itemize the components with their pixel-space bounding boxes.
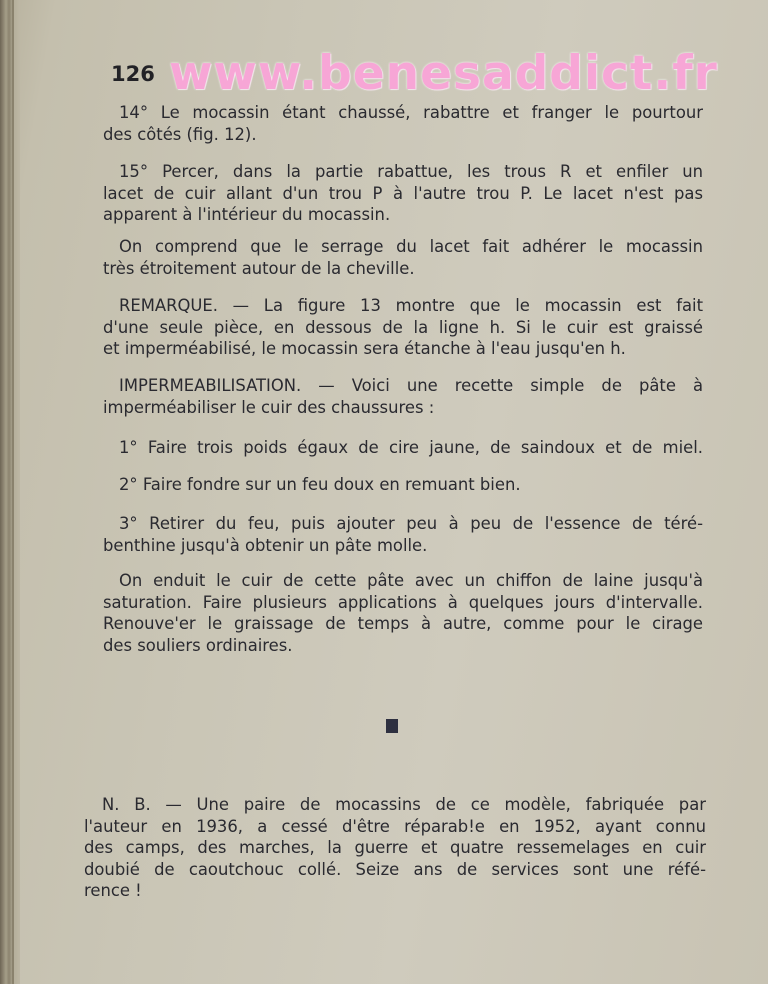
text-line: rence ! [84, 881, 142, 901]
text-line: Renouve'er le graissage de temps à autre, comme pour le cirage [103, 614, 703, 634]
text-line: lacet de cuir allant d'un trou P à l'autre trou P. Le lacet n'est pas [103, 183, 703, 203]
text-line: 3° Retirer du feu, puis ajouter peu à peu de l'essence de téré- [119, 514, 703, 533]
text-line: saturation. Faire plusieurs applications à quelques jours d'intervalle. [103, 592, 703, 612]
text-line: apparent à l'intérieur du mocassin. [103, 205, 391, 225]
paragraph-nb [84, 794, 706, 902]
recipe-step-2 [103, 474, 703, 496]
text-line: N. B. — Une paire de mocassins de ce modèle, fabriquée par [102, 795, 706, 814]
text-line: benthine jusqu'à obtenir un pâte molle. [103, 535, 428, 555]
text-line: des camps, des marches, la guerre et quatre ressemelages en cuir [84, 838, 706, 858]
text-line: et imperméabilisé, le mocassin sera étanche à l'eau jusqu'en h. [103, 339, 626, 359]
watermark: www.benesaddict.fr [169, 46, 718, 101]
text-line: d'une seule pièce, en dessous de la ligne h. Si le cuir est graissé [103, 317, 703, 337]
text-line: très étroitement autour de la cheville. [103, 258, 415, 278]
page-number: 126 [111, 62, 155, 86]
text-line: REMARQUE. — La figure 13 montre que le mocassin est fait [119, 296, 703, 315]
paragraph-step-15 [103, 161, 703, 226]
text-line: 15° Percer, dans la partie rabattue, les trous R et enfiler un [119, 162, 703, 181]
text-line: doubié de caoutchouc collé. Seize ans de services sont une réfé- [84, 859, 706, 879]
text-line: On enduit le cuir de cette pâte avec un chiffon de laine jusqu'à [119, 571, 703, 590]
text-line: 2° Faire fondre sur un feu doux en remuant bien. [119, 475, 521, 494]
text-line: des côtés (fig. 12). [103, 124, 257, 144]
page-header [107, 46, 727, 102]
paragraph-serrage [103, 236, 703, 279]
recipe-step-1 [103, 437, 703, 459]
text-line: On comprend que le serrage du lacet fait adhérer le mocassin [119, 237, 703, 256]
paragraph-impermeabilisation [103, 375, 703, 418]
text-line: 14° Le mocassin étant chaussé, rabattre et franger le pourtour [119, 103, 703, 122]
paragraph-remarque [103, 295, 703, 360]
text-line: l'auteur en 1936, a cessé d'être réparab!e en 1952, ayant connu [84, 816, 706, 836]
paragraph-enduit [103, 570, 703, 656]
book-page-edge [0, 0, 20, 984]
paragraph-step-14 [103, 102, 703, 145]
text-line: IMPERMEABILISATION. — Voici une recette simple de pâte à [119, 376, 703, 395]
text-line: 1° Faire trois poids égaux de cire jaune, de saindoux et de miel. [119, 438, 703, 457]
text-line: des souliers ordinaires. [103, 635, 293, 655]
square-ornament-icon [386, 719, 398, 733]
text-line: imperméabiliser le cuir des chaussures : [103, 397, 435, 417]
recipe-step-3 [103, 513, 703, 556]
